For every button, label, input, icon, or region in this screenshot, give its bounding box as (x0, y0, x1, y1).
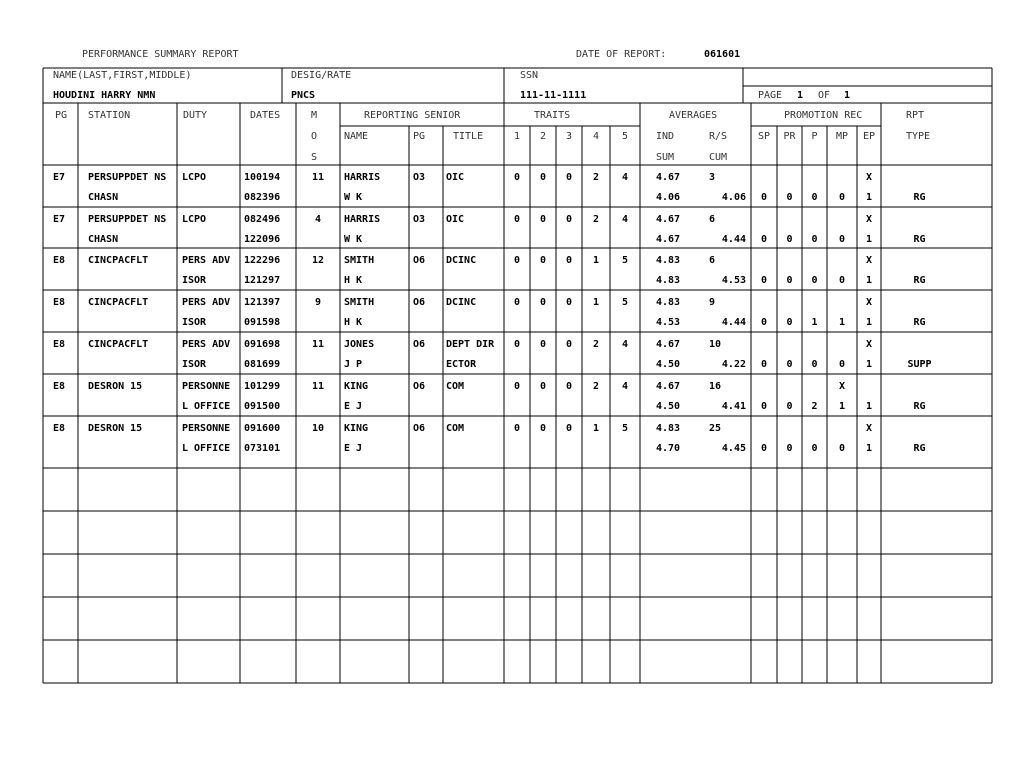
row-trait-4: 2 (592, 381, 600, 392)
row-trait-2: 0 (539, 214, 547, 225)
row-rs-count: 3 (709, 172, 716, 183)
row-report-type: RG (913, 401, 926, 412)
row-cum-avg: 4.44 (721, 234, 746, 245)
row-pg: E8 (53, 339, 66, 350)
desig-label: DESIG/RATE (291, 70, 352, 81)
row-rs-initials: W K (344, 234, 363, 245)
row-station-cont: CHASN (88, 192, 119, 203)
row-duty-cont: ISOR (182, 275, 207, 286)
row-rs-title: COM (446, 423, 465, 434)
col-mp: MP (835, 131, 849, 142)
row-duty-cont: L OFFICE (182, 443, 231, 454)
row-rs-title: DCINC (446, 255, 477, 266)
row-rs-count: 6 (709, 214, 716, 225)
row-date-from: 091698 (244, 339, 281, 350)
row-trait-2: 0 (539, 423, 547, 434)
row-rs-title: COM (446, 381, 465, 392)
row-sum-avg: 4.06 (656, 192, 681, 203)
row-p: 2 (811, 401, 818, 412)
row-sum-avg: 4.53 (656, 317, 681, 328)
row-trait-3: 0 (565, 297, 573, 308)
row-trait-2: 0 (539, 172, 547, 183)
row-ep: 1 (865, 192, 873, 203)
row-rs-pg: O6 (413, 339, 426, 350)
row-mp: 1 (838, 401, 846, 412)
row-ind-avg: 4.67 (656, 381, 681, 392)
row-trait-3: 0 (565, 423, 573, 434)
row-trait-3: 0 (565, 339, 573, 350)
row-duty: PERSONNE (182, 423, 231, 434)
ssn-value: 111-11-1111 (520, 90, 587, 101)
row-p: 0 (811, 234, 818, 245)
page-number: 1 (797, 90, 804, 101)
row-duty-cont: L OFFICE (182, 401, 231, 412)
row-sp: 0 (760, 317, 768, 328)
col-rs-pg: PG (413, 131, 426, 142)
col-rs-name: NAME (344, 131, 369, 142)
col-sum: SUM (656, 152, 675, 163)
row-mp: 0 (838, 443, 846, 454)
row-duty: PERS ADV (182, 255, 231, 266)
row-rs-count: 10 (709, 339, 722, 350)
row-date-from: 121397 (244, 297, 281, 308)
row-trait-5: 5 (621, 255, 629, 266)
row-trait-4: 2 (592, 214, 600, 225)
col-dates: DATES (250, 110, 281, 121)
row-date-to: 121297 (244, 275, 281, 286)
row-sp: 0 (760, 359, 768, 370)
row-station: PERSUPPDET NS (88, 172, 167, 183)
row-trait-5: 4 (621, 339, 629, 350)
row-sp: 0 (760, 275, 768, 286)
row-date-from: 100194 (244, 172, 281, 183)
row-pr: 0 (786, 443, 793, 454)
row-rs-name: HARRIS (344, 214, 381, 225)
row-date-from: 122296 (244, 255, 281, 266)
row-mp: 1 (838, 317, 846, 328)
row-promotion-mark: X (865, 214, 873, 225)
row-trait-2: 0 (539, 255, 547, 266)
row-trait-4: 1 (592, 255, 600, 266)
row-rs-count: 25 (709, 423, 722, 434)
row-mp: 0 (838, 359, 846, 370)
row-rs-count: 9 (709, 297, 716, 308)
row-report-type: RG (913, 275, 926, 286)
row-months: 12 (311, 255, 325, 266)
row-station: DESRON 15 (88, 381, 143, 392)
row-sp: 0 (760, 192, 768, 203)
row-report-type: RG (913, 317, 926, 328)
row-months: 11 (311, 381, 325, 392)
row-pr: 0 (786, 359, 793, 370)
row-pg: E8 (53, 297, 66, 308)
row-pg: E7 (53, 214, 66, 225)
row-trait-1: 0 (513, 214, 521, 225)
row-rs-name: KING (344, 381, 369, 392)
col-p: P (811, 131, 818, 142)
col-mos-m: M (311, 110, 318, 121)
row-promotion-mark: X (865, 172, 873, 183)
row-trait-2: 0 (539, 339, 547, 350)
col-trait-3: 3 (565, 131, 573, 142)
row-months: 10 (311, 423, 325, 434)
row-rs-initials: H K (344, 275, 363, 286)
desig-value: PNCS (291, 90, 316, 101)
row-promotion-mark: X (865, 255, 873, 266)
ssn-label: SSN (520, 70, 539, 81)
row-sum-avg: 4.67 (656, 234, 681, 245)
col-ind: IND (656, 131, 675, 142)
col-reporting-senior: REPORTING SENIOR (364, 110, 461, 121)
row-rs-pg: O6 (413, 423, 426, 434)
row-promotion-mark: X (838, 381, 846, 392)
row-pr: 0 (786, 401, 793, 412)
row-duty-cont: ISOR (182, 317, 207, 328)
row-report-type: SUPP (907, 359, 932, 370)
row-pr: 0 (786, 317, 793, 328)
col-pr: PR (783, 131, 796, 142)
row-date-from: 091600 (244, 423, 281, 434)
row-ep: 1 (865, 359, 873, 370)
row-station: CINCPACFLT (88, 339, 149, 350)
row-sum-avg: 4.50 (656, 401, 681, 412)
row-trait-4: 1 (592, 297, 600, 308)
row-ep: 1 (865, 275, 873, 286)
row-cum-avg: 4.45 (721, 443, 746, 454)
row-trait-5: 5 (621, 423, 629, 434)
row-promotion-mark: X (865, 423, 873, 434)
row-duty: LCPO (182, 214, 207, 225)
row-trait-4: 2 (592, 172, 600, 183)
row-rs-title-cont: ECTOR (446, 359, 477, 370)
row-rs-pg: O3 (413, 172, 426, 183)
row-station: PERSUPPDET NS (88, 214, 167, 225)
col-mos-s: S (311, 152, 318, 163)
row-report-type: RG (913, 443, 926, 454)
row-date-to: 081699 (244, 359, 281, 370)
col-trait-2: 2 (539, 131, 547, 142)
row-date-from: 101299 (244, 381, 281, 392)
page-total: 1 (844, 90, 851, 101)
row-trait-1: 0 (513, 172, 521, 183)
row-mp: 0 (838, 234, 846, 245)
row-rs-name: HARRIS (344, 172, 381, 183)
col-trait-5: 5 (621, 131, 629, 142)
row-date-to: 082396 (244, 192, 281, 203)
row-p: 0 (811, 275, 818, 286)
row-pg: E8 (53, 381, 66, 392)
row-date-from: 082496 (244, 214, 281, 225)
row-rs-count: 16 (709, 381, 722, 392)
row-sp: 0 (760, 234, 768, 245)
row-trait-5: 4 (621, 214, 629, 225)
col-trait-4: 4 (592, 131, 600, 142)
row-date-to: 073101 (244, 443, 281, 454)
row-report-type: RG (913, 234, 926, 245)
row-ind-avg: 4.83 (656, 255, 681, 266)
row-cum-avg: 4.44 (721, 317, 746, 328)
col-ep: EP (862, 131, 876, 142)
row-ind-avg: 4.83 (656, 423, 681, 434)
row-rs-initials: E J (344, 401, 363, 412)
row-rs-initials: H K (344, 317, 363, 328)
row-cum-avg: 4.22 (721, 359, 746, 370)
name-label: NAME(LAST,FIRST,MIDDLE) (53, 70, 192, 81)
col-promotion-rec: PROMOTION REC (784, 110, 863, 121)
row-rs-initials: E J (344, 443, 363, 454)
row-duty-cont: ISOR (182, 359, 207, 370)
row-trait-3: 0 (565, 381, 573, 392)
row-station-cont: CHASN (88, 234, 119, 245)
col-rs: R/S (709, 131, 728, 142)
row-ind-avg: 4.67 (656, 339, 681, 350)
row-trait-4: 2 (592, 339, 600, 350)
row-rs-name: SMITH (344, 255, 375, 266)
row-rs-pg: O6 (413, 255, 426, 266)
row-promotion-mark: X (865, 297, 873, 308)
row-trait-5: 5 (621, 297, 629, 308)
row-pr: 0 (786, 192, 793, 203)
row-ep: 1 (865, 443, 873, 454)
row-rs-count: 6 (709, 255, 716, 266)
row-pr: 0 (786, 275, 793, 286)
row-cum-avg: 4.41 (721, 401, 746, 412)
row-ep: 1 (865, 317, 873, 328)
row-rs-title: DCINC (446, 297, 477, 308)
row-months: 9 (314, 297, 322, 308)
col-type: TYPE (906, 131, 931, 142)
row-pg: E8 (53, 423, 66, 434)
row-sum-avg: 4.50 (656, 359, 681, 370)
row-mp: 0 (838, 275, 846, 286)
col-averages: AVERAGES (669, 110, 718, 121)
row-months: 4 (314, 214, 322, 225)
row-ind-avg: 4.67 (656, 214, 681, 225)
row-promotion-mark: X (865, 339, 873, 350)
row-trait-1: 0 (513, 381, 521, 392)
row-trait-5: 4 (621, 381, 629, 392)
row-p: 0 (811, 192, 818, 203)
date-of-report-value: 061601 (704, 49, 741, 60)
row-rs-name: KING (344, 423, 369, 434)
col-rpt: RPT (906, 110, 925, 121)
row-rs-pg: O6 (413, 381, 426, 392)
row-report-type: RG (913, 192, 926, 203)
row-ind-avg: 4.83 (656, 297, 681, 308)
row-rs-title: DEPT DIR (446, 339, 495, 350)
row-months: 11 (311, 172, 325, 183)
row-sp: 0 (760, 443, 768, 454)
row-pg: E8 (53, 255, 66, 266)
row-trait-2: 0 (539, 381, 547, 392)
row-sp: 0 (760, 401, 768, 412)
row-rs-title: OIC (446, 172, 465, 183)
col-pg: PG (55, 110, 68, 121)
row-duty: PERSONNE (182, 381, 231, 392)
row-rs-name: JONES (344, 339, 375, 350)
row-trait-1: 0 (513, 297, 521, 308)
row-trait-2: 0 (539, 297, 547, 308)
row-cum-avg: 4.53 (721, 275, 746, 286)
row-ind-avg: 4.67 (656, 172, 681, 183)
col-cum: CUM (709, 152, 728, 163)
row-trait-1: 0 (513, 339, 521, 350)
row-rs-initials: J P (344, 359, 363, 370)
row-rs-name: SMITH (344, 297, 375, 308)
row-duty: LCPO (182, 172, 207, 183)
row-pr: 0 (786, 234, 793, 245)
col-rs-title: TITLE (453, 131, 484, 142)
row-station: CINCPACFLT (88, 297, 149, 308)
row-ep: 1 (865, 401, 873, 412)
report-title: PERFORMANCE SUMMARY REPORT (82, 49, 239, 60)
col-duty: DUTY (183, 110, 208, 121)
row-trait-4: 1 (592, 423, 600, 434)
row-station: DESRON 15 (88, 423, 143, 434)
row-station: CINCPACFLT (88, 255, 149, 266)
row-months: 11 (311, 339, 325, 350)
row-trait-1: 0 (513, 255, 521, 266)
row-trait-5: 4 (621, 172, 629, 183)
row-trait-3: 0 (565, 214, 573, 225)
row-rs-pg: O3 (413, 214, 426, 225)
row-cum-avg: 4.06 (721, 192, 746, 203)
row-p: 1 (811, 317, 818, 328)
row-duty: PERS ADV (182, 297, 231, 308)
col-traits: TRAITS (534, 110, 571, 121)
row-trait-3: 0 (565, 172, 573, 183)
row-sum-avg: 4.70 (656, 443, 681, 454)
row-p: 0 (811, 359, 818, 370)
row-trait-1: 0 (513, 423, 521, 434)
row-pg: E7 (53, 172, 66, 183)
row-date-to: 091598 (244, 317, 281, 328)
row-date-to: 091500 (244, 401, 281, 412)
row-rs-initials: W K (344, 192, 363, 203)
row-duty: PERS ADV (182, 339, 231, 350)
of-label: OF (818, 90, 831, 101)
row-date-to: 122096 (244, 234, 281, 245)
row-sum-avg: 4.83 (656, 275, 681, 286)
row-rs-pg: O6 (413, 297, 426, 308)
col-station: STATION (88, 110, 131, 121)
row-p: 0 (811, 443, 818, 454)
row-ep: 1 (865, 234, 873, 245)
page-label: PAGE (758, 90, 783, 101)
row-rs-title: OIC (446, 214, 465, 225)
col-sp: SP (757, 131, 771, 142)
col-mos-o: O (311, 131, 318, 142)
col-trait-1: 1 (513, 131, 521, 142)
date-of-report-label: DATE OF REPORT: (576, 49, 667, 60)
row-mp: 0 (838, 192, 846, 203)
row-trait-3: 0 (565, 255, 573, 266)
name-value: HOUDINI HARRY NMN (53, 90, 156, 101)
